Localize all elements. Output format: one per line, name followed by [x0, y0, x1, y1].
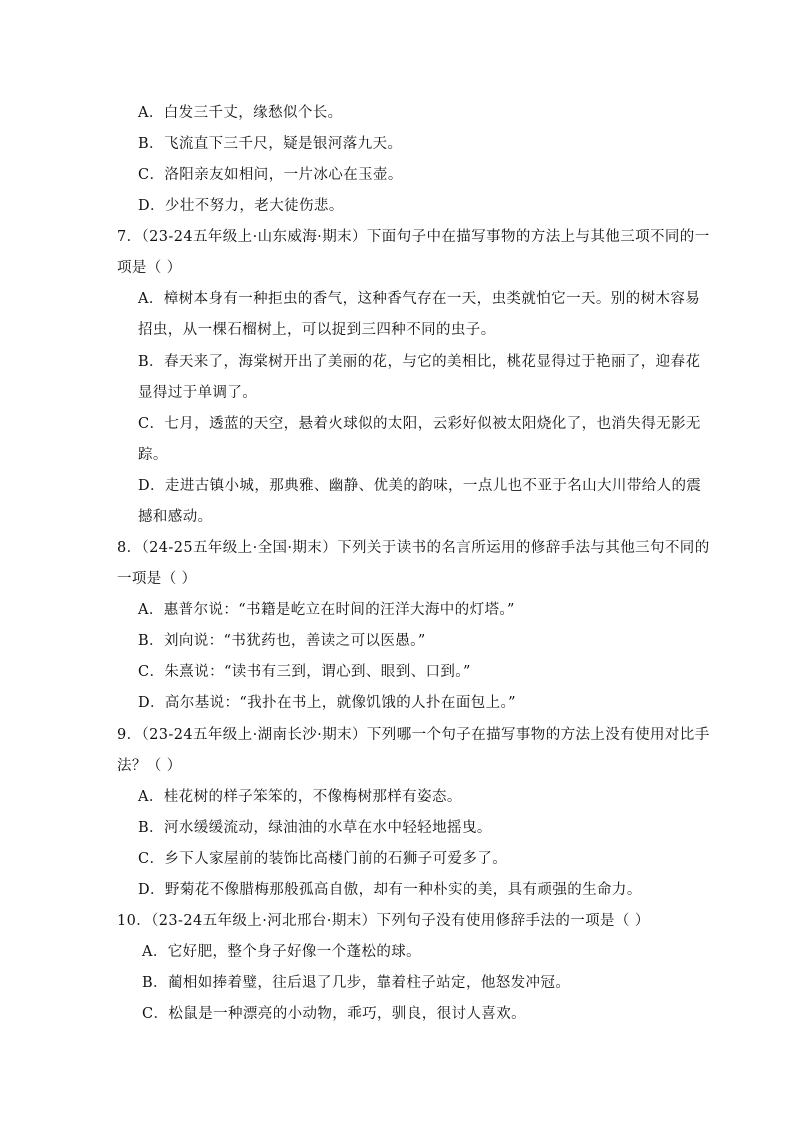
- question-10-option-c: C．松鼠是一种漂亮的小动物，乖巧，驯良，很讨人喜欢。: [142, 1006, 526, 1022]
- question-6-option-a: A．白发三千丈，缘愁似个长。: [138, 105, 343, 121]
- question-8-stem: 8．（24-25五年级上·全国·期末）下列关于读书的名言所运用的修辞手法与其他三句不同的: [117, 540, 710, 556]
- question-7-option-c-continued: 踪。: [138, 447, 168, 463]
- question-6-option-d: D．少壮不努力，老大徒伤悲。: [138, 198, 344, 214]
- question-7-option-d: D．走进古镇小城，那典雅、幽静、优美的韵味，一点儿也不亚于名山大川带给人的震: [138, 478, 702, 494]
- question-8-option-c: C．朱熹说：“读书有三到，谓心到、眼到、口到。”: [138, 664, 471, 680]
- question-8-option-a: A．惠普尔说：“书籍是屹立在时间的汪洋大海中的灯塔。”: [138, 602, 515, 618]
- question-9-option-c: C．乡下人家屋前的装饰比高楼门前的石狮子可爱多了。: [138, 851, 508, 867]
- question-6-option-c: C．洛阳亲友如相问，一片冰心在玉壶。: [138, 167, 403, 183]
- question-7-stem: 7．（23-24五年级上·山东威海·期末）下面句子中在描写事物的方法上与其他三项不同的一: [117, 229, 710, 245]
- question-7-option-c: C．七月，透蓝的天空，悬着火球似的太阳，云彩好似被太阳烧化了，也消失得无影无: [138, 416, 701, 432]
- question-7-option-d-continued: 撼和感动。: [138, 509, 213, 525]
- question-8-stem-continued: 一项是（ ）: [117, 571, 197, 587]
- question-7-option-a: A．樟树本身有一种拒虫的香气，这种香气存在一天，虫类就怕它一天。别的树木容易: [138, 291, 701, 307]
- question-10-option-b: B．蔺相如捧着璧，往后退了几步，靠着柱子站定，他怒发冲冠。: [142, 975, 571, 991]
- question-9-option-d: D．野菊花不像腊梅那般孤高自傲，却有一种朴实的美，具有顽强的生命力。: [138, 882, 642, 898]
- question-8-option-b: B．刘向说：“书犹药也，善读之可以医愚。”: [138, 633, 426, 649]
- question-9-option-a: A．桂花树的样子笨笨的，不像梅树那样有姿态。: [138, 789, 462, 805]
- question-7-option-b: B．春天来了，海棠树开出了美丽的花，与它的美相比，桃花显得过于艳丽了，迎春花: [138, 354, 701, 370]
- question-10-stem: 10．（23-24五年级上·河北邢台·期末）下列句子没有使用修辞手法的一项是（ ）: [117, 913, 650, 929]
- question-8-option-d: D．高尔基说：“我扑在书上，就像饥饿的人扑在面包上。”: [138, 695, 516, 711]
- question-7-option-b-continued: 显得过于单调了。: [138, 385, 258, 401]
- question-7-option-a-continued: 招虫，从一棵石榴树上，可以捉到三四种不同的虫子。: [138, 322, 496, 338]
- question-6-option-b: B．飞流直下三千尺，疑是银河落九天。: [138, 136, 403, 152]
- question-9-stem: 9．（23-24五年级上·湖南长沙·期末）下列哪一个句子在描写事物的方法上没有使用对比手: [117, 727, 710, 743]
- question-10-option-a: A．它好肥，整个身子好像一个蓬松的球。: [142, 944, 422, 960]
- question-9-stem-continued: 法？（ ）: [117, 758, 182, 774]
- question-7-stem-continued: 项是（ ）: [117, 260, 182, 276]
- question-9-option-b: B．河水缓缓流动，绿油油的水草在水中轻轻地摇曳。: [138, 820, 492, 836]
